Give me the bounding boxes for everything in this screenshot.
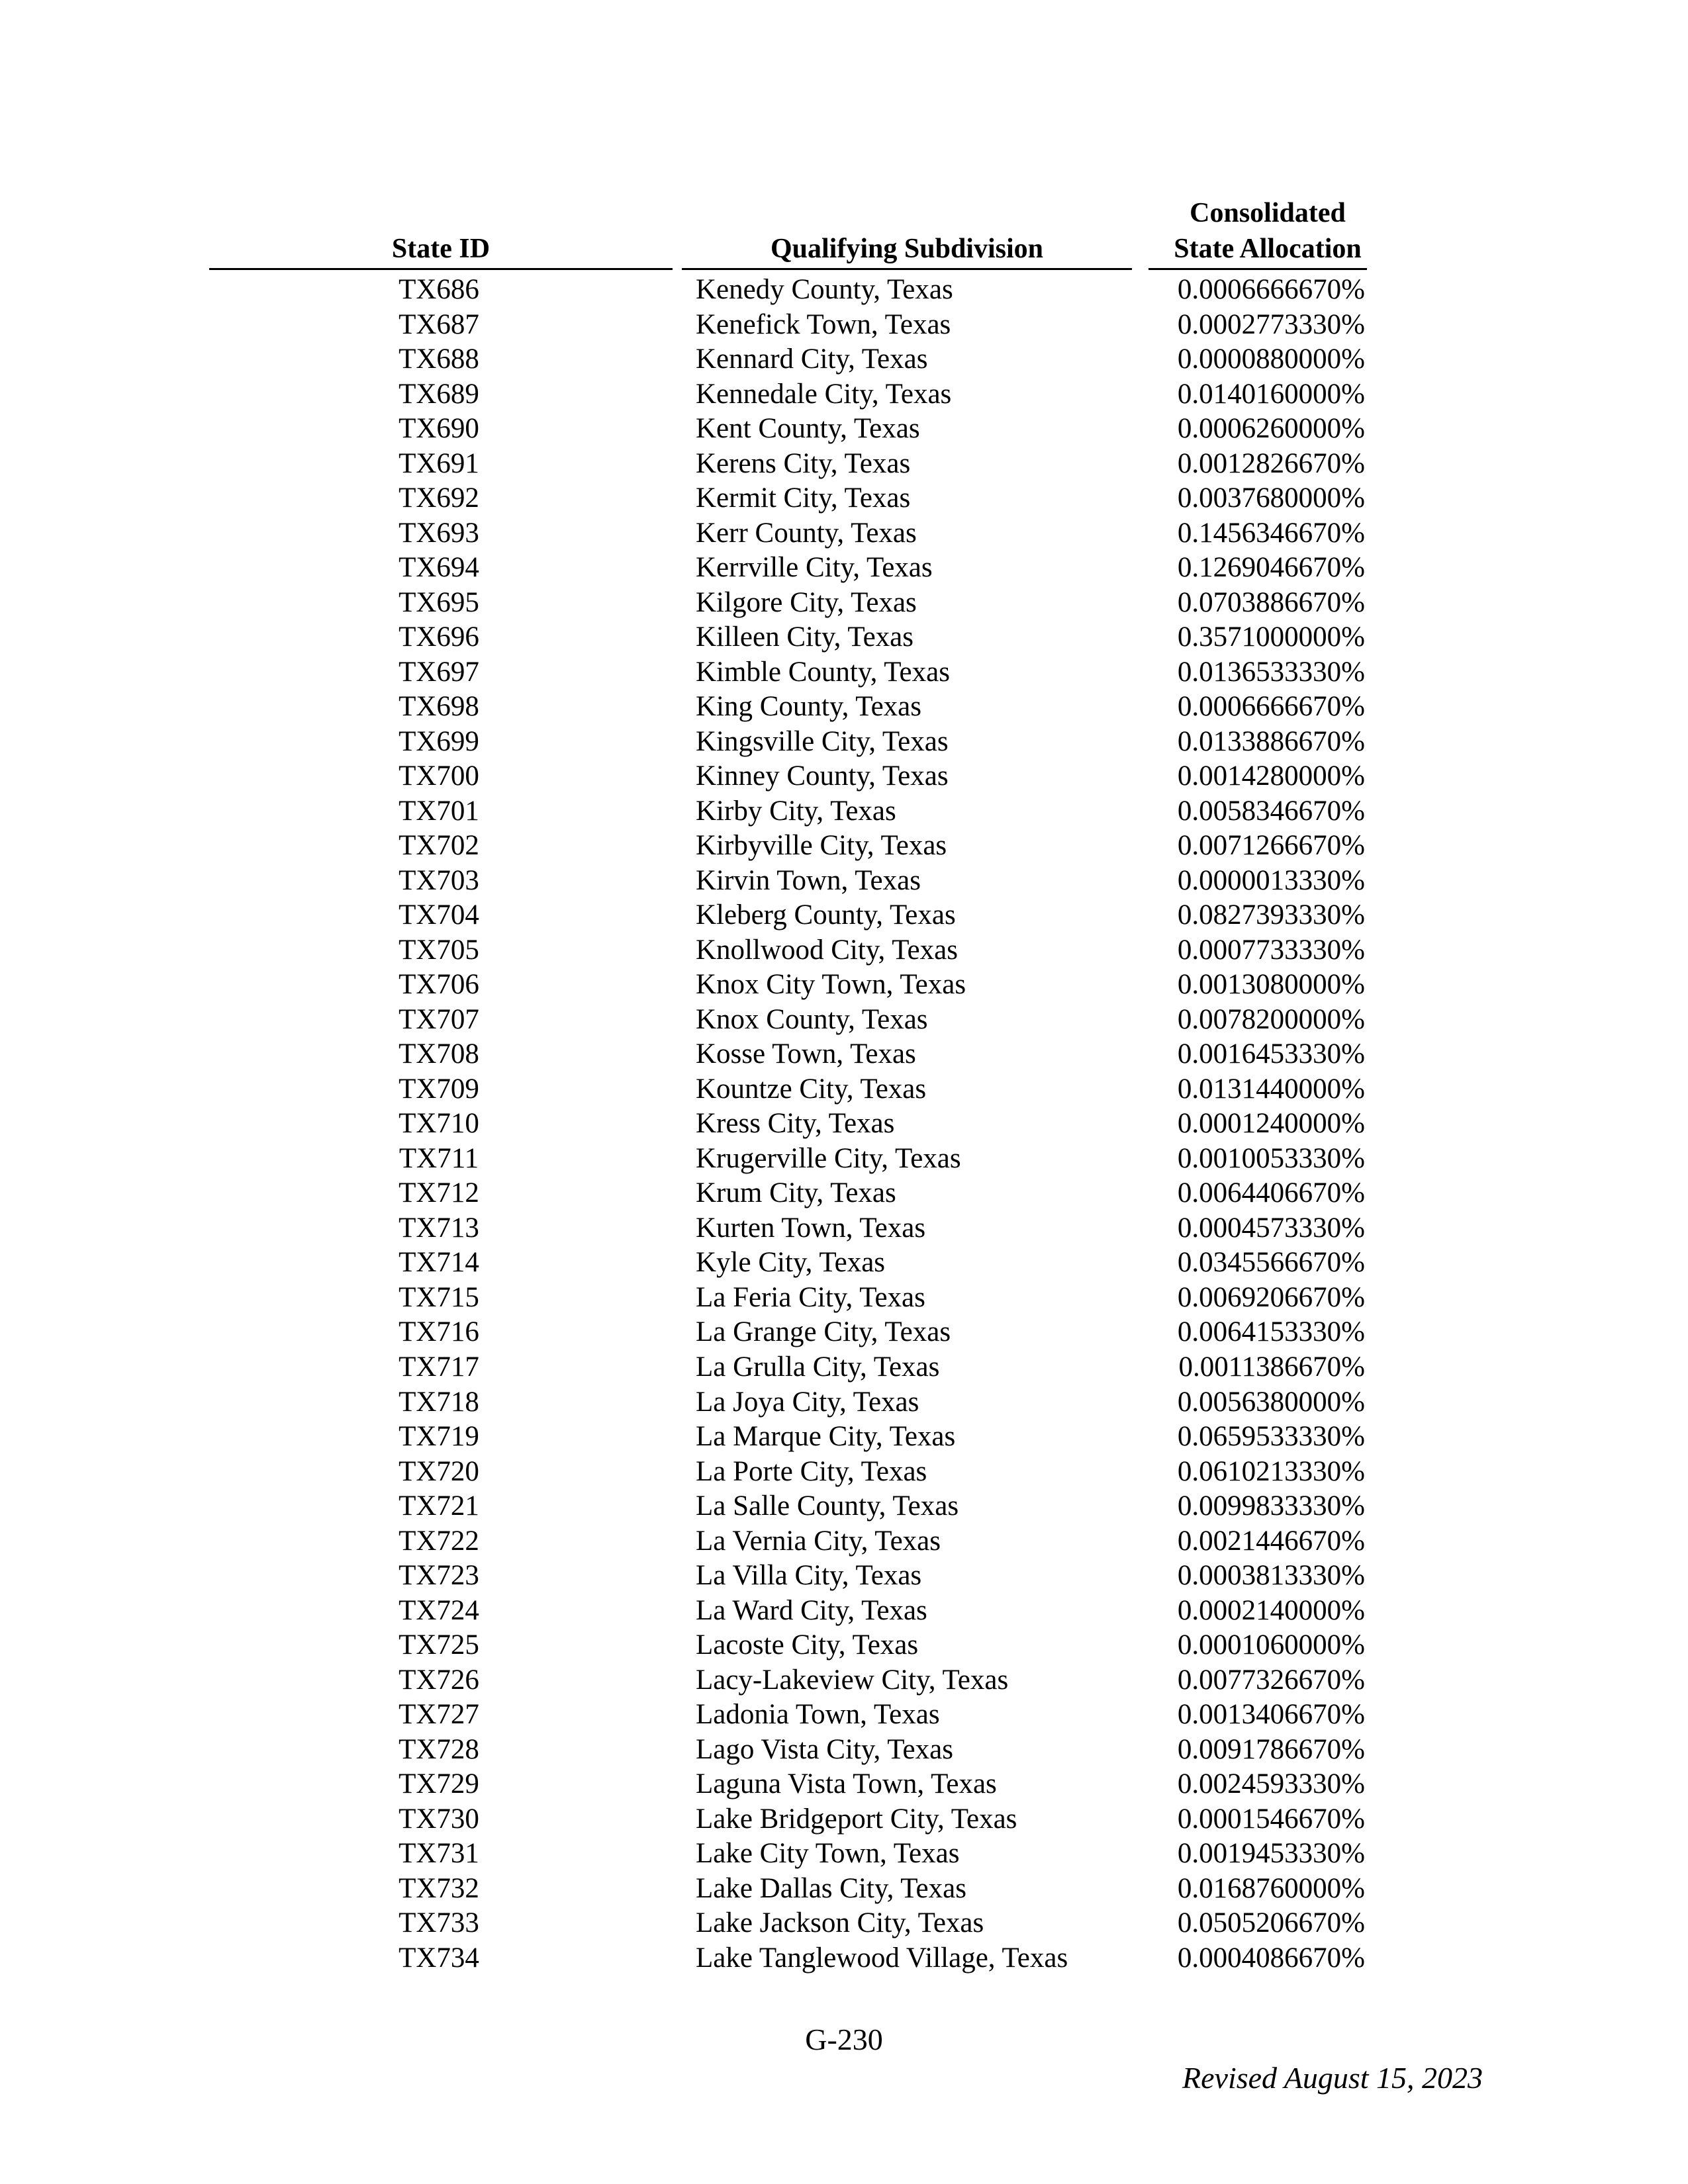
table-row bbox=[0, 1698, 1688, 1733]
state-id-cell: TX688 bbox=[399, 343, 479, 375]
subdivision-cell: Lake City Town, Texas bbox=[696, 1838, 960, 1870]
state-id-cell: TX705 bbox=[399, 934, 479, 966]
state-id-cell: TX715 bbox=[399, 1281, 479, 1313]
subdivision-cell: Kermit City, Texas bbox=[696, 482, 911, 514]
table-row bbox=[0, 864, 1688, 899]
subdivision-cell: Lake Dallas City, Texas bbox=[696, 1872, 966, 1904]
table-row bbox=[0, 620, 1688, 655]
allocation-cell: 0.0168760000% bbox=[1177, 1872, 1365, 1904]
subdivision-cell: La Porte City, Texas bbox=[696, 1455, 927, 1487]
subdivision-cell: Lago Vista City, Texas bbox=[696, 1733, 953, 1765]
state-id-cell: TX722 bbox=[399, 1525, 479, 1557]
allocation-cell: 0.0827393330% bbox=[1177, 899, 1365, 931]
state-id-cell: TX725 bbox=[399, 1629, 479, 1661]
state-id-cell: TX702 bbox=[399, 830, 479, 862]
subdivision-cell: La Grange City, Texas bbox=[696, 1316, 951, 1348]
state-id-cell: TX695 bbox=[399, 586, 479, 618]
allocation-cell: 0.1456346670% bbox=[1177, 517, 1365, 549]
allocation-cell: 0.0037680000% bbox=[1177, 482, 1365, 514]
subdivision-cell: Laguna Vista Town, Texas bbox=[696, 1768, 997, 1800]
table-row bbox=[0, 1489, 1688, 1524]
state-id-cell: TX727 bbox=[399, 1699, 479, 1731]
state-id-cell: TX726 bbox=[399, 1664, 479, 1696]
subdivision-cell: Lacy-Lakeview City, Texas bbox=[696, 1664, 1009, 1696]
table-row bbox=[0, 1350, 1688, 1385]
subdivision-cell: Lake Tanglewood Village, Texas bbox=[696, 1942, 1068, 1974]
table-row bbox=[0, 1107, 1688, 1142]
table-row bbox=[0, 377, 1688, 412]
allocation-cell: 0.0002140000% bbox=[1177, 1594, 1365, 1626]
state-id-cell: TX694 bbox=[399, 552, 479, 584]
state-id-cell: TX734 bbox=[399, 1942, 479, 1974]
state-id-cell: TX690 bbox=[399, 413, 479, 445]
state-id-cell: TX709 bbox=[399, 1073, 479, 1105]
subdivision-cell: Kosse Town, Texas bbox=[696, 1038, 916, 1070]
allocation-cell: 0.0064406670% bbox=[1177, 1177, 1365, 1209]
allocation-cell: 0.1269046670% bbox=[1177, 552, 1365, 584]
subdivision-cell: King County, Texas bbox=[696, 691, 921, 723]
table-row bbox=[0, 1385, 1688, 1420]
table-row bbox=[0, 412, 1688, 447]
subdivision-cell: Kirvin Town, Texas bbox=[696, 864, 921, 896]
subdivision-cell: Kirbyville City, Texas bbox=[696, 830, 947, 862]
table-row bbox=[0, 1906, 1688, 1941]
state-id-cell: TX711 bbox=[399, 1142, 479, 1174]
state-id-cell: TX691 bbox=[399, 447, 479, 479]
subdivision-cell: Kerrville City, Texas bbox=[696, 552, 933, 584]
subdivision-cell: Krugerville City, Texas bbox=[696, 1142, 961, 1174]
table-row bbox=[0, 1315, 1688, 1350]
state-id-cell: TX692 bbox=[399, 482, 479, 514]
table-row bbox=[0, 655, 1688, 690]
table-row bbox=[0, 1559, 1688, 1594]
state-id-cell: TX713 bbox=[399, 1212, 479, 1244]
subdivision-cell: La Vernia City, Texas bbox=[696, 1525, 941, 1557]
state-id-cell: TX700 bbox=[399, 760, 479, 792]
allocation-cell: 0.0703886670% bbox=[1177, 586, 1365, 618]
subdivision-cell: Knollwood City, Texas bbox=[696, 934, 958, 966]
table-row bbox=[0, 690, 1688, 725]
header-consolidated-state-allocation bbox=[1149, 195, 1387, 267]
table-row bbox=[0, 1767, 1688, 1802]
table-body bbox=[0, 273, 1688, 1976]
table-row bbox=[0, 794, 1688, 829]
allocation-cell: 0.0091786670% bbox=[1177, 1733, 1365, 1765]
subdivision-cell: La Grulla City, Texas bbox=[696, 1351, 940, 1383]
table-row bbox=[0, 481, 1688, 516]
subdivision-cell: Kirby City, Texas bbox=[696, 795, 896, 827]
subdivision-cell: Killeen City, Texas bbox=[696, 621, 914, 653]
revision-date: Revised August 15, 2023 bbox=[1182, 2061, 1483, 2095]
state-id-cell: TX732 bbox=[399, 1872, 479, 1904]
subdivision-cell: Kenefick Town, Texas bbox=[696, 308, 951, 340]
subdivision-cell: Kyle City, Texas bbox=[696, 1247, 886, 1279]
page-number: G-230 bbox=[805, 2023, 883, 2056]
table-row bbox=[0, 1941, 1688, 1976]
state-id-cell: TX699 bbox=[399, 725, 479, 757]
allocation-cell: 0.0004086670% bbox=[1177, 1942, 1365, 1974]
subdivision-cell: La Feria City, Texas bbox=[696, 1281, 925, 1313]
table-row bbox=[0, 1524, 1688, 1559]
state-id-cell: TX723 bbox=[399, 1560, 479, 1592]
table-row bbox=[0, 759, 1688, 794]
subdivision-cell: Lake Bridgeport City, Texas bbox=[696, 1803, 1017, 1835]
table-row bbox=[0, 1037, 1688, 1072]
subdivision-cell: Krum City, Texas bbox=[696, 1177, 896, 1209]
state-id-cell: TX716 bbox=[399, 1316, 479, 1348]
allocation-cell: 0.0001546670% bbox=[1177, 1803, 1365, 1835]
subdivision-cell: Lacoste City, Texas bbox=[696, 1629, 919, 1661]
allocation-cell: 0.0505206670% bbox=[1177, 1907, 1365, 1939]
allocation-cell: 0.0006666670% bbox=[1177, 691, 1365, 723]
table-row bbox=[0, 1628, 1688, 1663]
state-id-cell: TX707 bbox=[399, 1003, 479, 1035]
state-id-cell: TX731 bbox=[399, 1838, 479, 1870]
state-id-cell: TX717 bbox=[399, 1351, 479, 1383]
subdivision-cell: Kountze City, Texas bbox=[696, 1073, 927, 1105]
state-id-cell: TX729 bbox=[399, 1768, 479, 1800]
state-id-cell: TX721 bbox=[399, 1490, 479, 1522]
table-row bbox=[0, 725, 1688, 760]
subdivision-cell: La Villa City, Texas bbox=[696, 1560, 922, 1592]
table-row bbox=[0, 933, 1688, 968]
table-row bbox=[0, 1455, 1688, 1490]
state-id-cell: TX697 bbox=[399, 656, 479, 688]
allocation-cell: 0.0010053330% bbox=[1177, 1142, 1365, 1174]
allocation-cell: 0.0659533330% bbox=[1177, 1421, 1365, 1453]
table-row bbox=[0, 516, 1688, 551]
allocation-cell: 0.0007733330% bbox=[1177, 934, 1365, 966]
allocation-cell: 0.0610213330% bbox=[1177, 1455, 1365, 1487]
table-row bbox=[0, 1176, 1688, 1211]
subdivision-cell: Lake Jackson City, Texas bbox=[696, 1907, 984, 1939]
state-id-cell: TX718 bbox=[399, 1386, 479, 1418]
state-id-cell: TX698 bbox=[399, 691, 479, 723]
state-id-cell: TX730 bbox=[399, 1803, 479, 1835]
allocation-cell: 0.0056380000% bbox=[1177, 1386, 1365, 1418]
table-row bbox=[0, 1663, 1688, 1698]
table-row bbox=[0, 1281, 1688, 1316]
table-row bbox=[0, 968, 1688, 1003]
state-id-cell: TX728 bbox=[399, 1733, 479, 1765]
allocation-cell: 0.0140160000% bbox=[1177, 378, 1365, 410]
allocation-cell: 0.0024593330% bbox=[1177, 1768, 1365, 1800]
state-id-cell: TX696 bbox=[399, 621, 479, 653]
state-id-cell: TX719 bbox=[399, 1421, 479, 1453]
table-row bbox=[0, 1420, 1688, 1455]
allocation-cell: 0.0011386670% bbox=[1178, 1351, 1365, 1383]
table-row bbox=[0, 1837, 1688, 1872]
state-id-cell: TX701 bbox=[399, 795, 479, 827]
state-id-cell: TX733 bbox=[399, 1907, 479, 1939]
allocation-cell: 0.0077326670% bbox=[1177, 1664, 1365, 1696]
subdivision-cell: La Salle County, Texas bbox=[696, 1490, 959, 1522]
table-row bbox=[0, 1246, 1688, 1281]
subdivision-cell: La Ward City, Texas bbox=[696, 1594, 927, 1626]
table-row bbox=[0, 586, 1688, 621]
subdivision-cell: Kenedy County, Texas bbox=[696, 274, 953, 305]
table-row bbox=[0, 1872, 1688, 1907]
header-state-id: State ID bbox=[391, 234, 491, 264]
allocation-cell: 0.0133886670% bbox=[1177, 725, 1365, 757]
state-id-cell: TX724 bbox=[399, 1594, 479, 1626]
subdivision-cell: Kleberg County, Texas bbox=[696, 899, 956, 931]
allocation-cell: 0.0345566670% bbox=[1177, 1247, 1365, 1279]
subdivision-cell: Kimble County, Texas bbox=[696, 656, 950, 688]
subdivision-cell: Ladonia Town, Texas bbox=[696, 1699, 940, 1731]
table-row bbox=[0, 1003, 1688, 1038]
state-id-cell: TX686 bbox=[399, 274, 479, 305]
subdivision-cell: La Marque City, Texas bbox=[696, 1421, 956, 1453]
allocation-cell: 0.0099833330% bbox=[1177, 1490, 1365, 1522]
state-id-cell: TX703 bbox=[399, 864, 479, 896]
subdivision-cell: Kingsville City, Texas bbox=[696, 725, 949, 757]
allocation-cell: 0.0012826670% bbox=[1177, 447, 1365, 479]
allocation-cell: 0.0013080000% bbox=[1177, 969, 1365, 1001]
allocation-cell: 0.0000880000% bbox=[1177, 343, 1365, 375]
allocation-cell: 0.0001060000% bbox=[1177, 1629, 1365, 1661]
allocation-cell: 0.0131440000% bbox=[1177, 1073, 1365, 1105]
header-allocation-line2: State Allocation bbox=[1174, 234, 1362, 264]
table-row bbox=[0, 1211, 1688, 1246]
header-rule-allocation bbox=[1149, 268, 1367, 270]
allocation-cell: 0.0003813330% bbox=[1177, 1560, 1365, 1592]
subdivision-cell: Kerens City, Texas bbox=[696, 447, 911, 479]
table-row bbox=[0, 273, 1688, 308]
header-rule-subdivision bbox=[682, 268, 1132, 270]
allocation-cell: 0.0021446670% bbox=[1177, 1525, 1365, 1557]
subdivision-cell: Kennedale City, Texas bbox=[696, 378, 952, 410]
state-id-cell: TX706 bbox=[399, 969, 479, 1001]
subdivision-cell: Kerr County, Texas bbox=[696, 517, 917, 549]
subdivision-cell: Kurten Town, Texas bbox=[696, 1212, 926, 1244]
allocation-cell: 0.0136533330% bbox=[1177, 656, 1365, 688]
allocation-cell: 0.0078200000% bbox=[1177, 1003, 1365, 1035]
subdivision-cell: La Joya City, Texas bbox=[696, 1386, 919, 1418]
allocation-cell: 0.0001240000% bbox=[1177, 1108, 1365, 1140]
table-row bbox=[0, 1142, 1688, 1177]
allocation-cell: 0.0058346670% bbox=[1177, 795, 1365, 827]
table-row bbox=[0, 829, 1688, 864]
allocation-cell: 0.0000013330% bbox=[1177, 864, 1365, 896]
table-row bbox=[0, 308, 1688, 343]
allocation-cell: 0.0013406670% bbox=[1177, 1699, 1365, 1731]
state-id-cell: TX720 bbox=[399, 1455, 479, 1487]
allocation-cell: 0.3571000000% bbox=[1177, 621, 1365, 653]
subdivision-cell: Kilgore City, Texas bbox=[696, 586, 917, 618]
table-row bbox=[0, 342, 1688, 377]
state-id-cell: TX708 bbox=[399, 1038, 479, 1070]
allocation-cell: 0.0002773330% bbox=[1177, 308, 1365, 340]
state-id-cell: TX714 bbox=[399, 1247, 479, 1279]
header-rule-state-id bbox=[209, 268, 673, 270]
allocation-cell: 0.0006666670% bbox=[1177, 274, 1365, 305]
header-allocation-line1: Consolidated bbox=[1190, 198, 1346, 228]
allocation-cell: 0.0064153330% bbox=[1177, 1316, 1365, 1348]
allocation-cell: 0.0016453330% bbox=[1177, 1038, 1365, 1070]
allocation-cell: 0.0069206670% bbox=[1177, 1281, 1365, 1313]
table-row bbox=[0, 1072, 1688, 1107]
table-row bbox=[0, 447, 1688, 482]
subdivision-cell: Kent County, Texas bbox=[696, 413, 920, 445]
state-id-cell: TX693 bbox=[399, 517, 479, 549]
state-id-cell: TX710 bbox=[399, 1108, 479, 1140]
allocation-cell: 0.0014280000% bbox=[1177, 760, 1365, 792]
table-row bbox=[0, 898, 1688, 933]
state-id-cell: TX687 bbox=[399, 308, 479, 340]
state-id-cell: TX712 bbox=[399, 1177, 479, 1209]
subdivision-cell: Kinney County, Texas bbox=[696, 760, 949, 792]
header-qualifying-subdivision: Qualifying Subdivision bbox=[770, 234, 1044, 264]
subdivision-cell: Knox County, Texas bbox=[696, 1003, 928, 1035]
subdivision-cell: Kress City, Texas bbox=[696, 1108, 895, 1140]
table-row bbox=[0, 1594, 1688, 1629]
table-row bbox=[0, 1802, 1688, 1837]
allocation-cell: 0.0019453330% bbox=[1177, 1838, 1365, 1870]
subdivision-cell: Knox City Town, Texas bbox=[696, 969, 966, 1001]
subdivision-cell: Kennard City, Texas bbox=[696, 343, 928, 375]
table-row bbox=[0, 551, 1688, 586]
allocation-cell: 0.0004573330% bbox=[1177, 1212, 1365, 1244]
state-id-cell: TX689 bbox=[399, 378, 479, 410]
state-id-cell: TX704 bbox=[399, 899, 479, 931]
allocation-cell: 0.0006260000% bbox=[1177, 413, 1365, 445]
allocation-cell: 0.0071266670% bbox=[1177, 830, 1365, 862]
table-row bbox=[0, 1733, 1688, 1768]
